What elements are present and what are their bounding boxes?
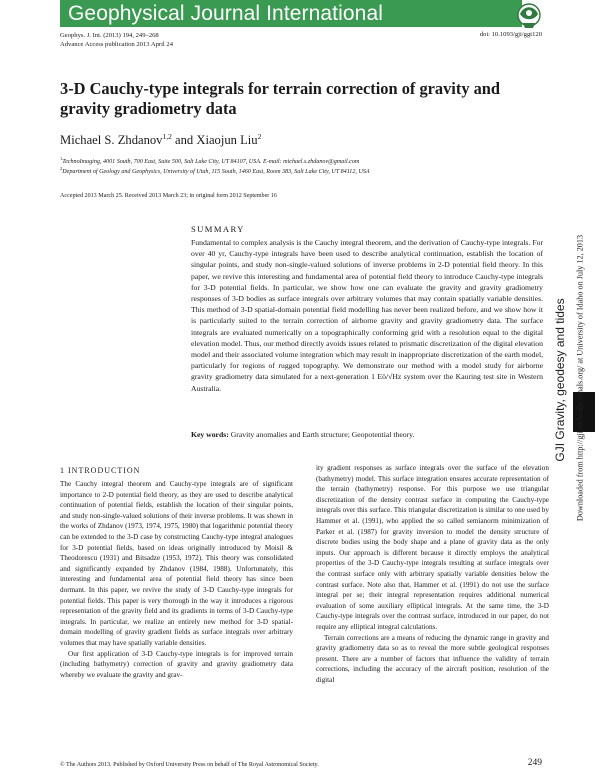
affiliation: [60, 156, 359, 165]
author-name: Xiaojun Liu: [196, 133, 258, 148]
paragraph: Our first application of 3-D Cauchy-type integrals is for improved terrain (including bathymetry) correction of gravity and gravity gradiometry data whereby we evaluate the gravity and grav-: [60, 649, 293, 679]
author-affiliation-mark: 1,2: [162, 132, 172, 141]
author-conjunction: and: [171, 133, 197, 148]
author-line: [60, 132, 261, 148]
doi: doi: 10.1093/gji/ggt120: [479, 31, 542, 38]
publication-dates: Accepted 2013 March 25. Received 2013 March 23; in original form 2012 September 16: [60, 193, 277, 199]
paper-title: 3-D Cauchy-type integrals for terrain correction of gravity and gravity gradiometry data: [60, 79, 501, 118]
advance-access: Advance Access publication 2013 April 24: [60, 41, 173, 48]
citation-block: [60, 31, 173, 49]
paragraph: The Cauchy integral theorem and Cauchy-type integrals are of significant importance to 2-D potential field theory, as they are used to describe analytical continuation of potential fields, establish the location of their singular points, and study non-single-valued solutions of their inverse problems. It was shown in the works of Zhdanov (1973, 1974, 1975, 1980) that logarithmic potential theory can be extended to the 3-D case by constructing Cauchy-type integral analogues for 3-D potential fields, based on ideas originally introduced by Moisil & Theodorescu (1931) and Bitsadze (1953, 1972). This theory was consolidated and significantly expanded by Zhdanov (1984, 1988). Unfortunately, this interesting and fundamental area of potential field theory has since been dormant. In this paper, we revive the study of 3-D Cauchy-type integrals for potential fields. This paper is very thorough in the way it introduces a rigorous representation of the gravity field and its gradients in terms of 3-D Cauchy-type integrals. In particular, we realize an entirely new method for 3-D spatial-domain modelling of gravity gradient fields as surface integrals over arbitrary volumes that may have spatially variable densities.: [60, 480, 293, 647]
section-heading: 1 INTRODUCTION: [60, 466, 141, 475]
affiliation-mark: 1: [60, 156, 63, 161]
summary-text: Fundamental to complex analysis is the Cauchy integral theorem, and the derivation of Cauchy-type integrals. For over 40 yr, Cauchy-type integrals have been used to describe analytical continuation, establish the location of singular points, and study non-single-valued solutions of inverse problems in 2-D potential field theory. In this paper, we revive this interesting and fundamental area of potential field theory to introduce Cauchy-type integrals for 3-D potential fields. In particular, we show how one can evaluate the gravity and gravity gradiometry responses of 3-D bodies as surface integrals over arbitrary volumes that may contain spatially variable densities. This method of 3-D spatial-domain potential field modelling has never been realized before, and we show how it is particularly suited to the terrain correction of airborne gravity and gravity gradiometry data. The surface integrals are evaluated numerically on a topographically conforming grid with a resolution equal to the digital elevation model. Thus, our method directly avoids issues related to prismatic discretization of the digital elevation model and their associated volume integration which may result in inappropriate discretization of the earth model, particularly for regions of rugged topography. We demonstrate our method with a model study for airborne gravity gradiometry data simulated for a next-generation 1 Eö/√Hz system over the Kauring test site in Western Australia.: [191, 238, 543, 393]
page-number: 249: [527, 758, 542, 768]
affiliation: [60, 166, 370, 175]
journal-logo-icon: [515, 1, 543, 31]
keywords: [191, 430, 543, 439]
body-column-right: [316, 463, 549, 685]
summary-heading: SUMMARY: [191, 224, 245, 234]
side-section-label: GJI Gravity, geodesy and tides: [553, 298, 567, 462]
affiliation-text: TechnoImaging, 4001 South, 700 East, Suite 500, Salt Lake City, UT 84107, USA. E-mail: michael.s.zhdanov@gmail.com: [62, 159, 360, 166]
author-affiliation-mark: 2: [257, 132, 262, 141]
paragraph: ity gradient responses as surface integrals over the surface of the elevation (bathymetry) model. This surface integration ensures accurate representation of the terrain (bathymetry) response. For this purpose we use triangular discretization of the density contrast surface in computing the Cauchy-type integrals over this surface. This triangular discretization is similar to one used by Hammer et al. (1991), who applied the so called semianorm minimization of Parker et al. (1987) for gravity inversion to model the density structure of discrete bodies using the body shape and a plane of gravity data as the only inputs. Our approach is different because it directly employs the analytical properties of the 3-D Cauchy-type integrals resulting at surface integrals over the contrast surface only with arbitrary spatially variable densities below the contrast surface. Note also that, Hammer et al. (1991) do not use the surface integral per se; their integral representation requires additional numerical evaluation of some auxiliary elliptical integrals. At the same time, the 3-D Cauchy-type integrals over the contrast surface, introduced in our paper, do not require any elliptical integral calculations.: [316, 464, 549, 631]
body-column-left: [60, 479, 293, 680]
affiliation-text: Department of Geology and Geophysics, University of Utah, 115 South, 1460 East, Room 383, Salt Lake City, UT 84112, USA: [62, 169, 370, 176]
paragraph: Terrain corrections are a means of reducing the dynamic range in gravity and gravity gradiometry data so as to reveal the more subtle geological responses present. There are a number of factors that influence the validity of terrain corrections, including the accuracy of the aircraft position, resolution of the digital: [316, 633, 549, 684]
affiliation-mark: 2: [60, 166, 63, 171]
keywords-text: Gravity anomalies and Earth structure; Geopotential theory.: [230, 430, 415, 439]
copyright: © The Authors 2013. Published by Oxford University Press on behalf of The Royal Astronomical Society.: [60, 762, 319, 768]
journal-title: Geophysical Journal International: [68, 2, 383, 25]
download-notice: Downloaded from http://gji.oxfordjournals.org/ at University of Idaho on July 12, 2013: [575, 234, 585, 522]
citation: Geophys. J. Int. (2013) 194, 249–268: [60, 32, 159, 39]
journal-banner: [60, 0, 522, 27]
keywords-label: Key words:: [191, 430, 229, 439]
author-name: Michael S. Zhdanov: [60, 133, 163, 148]
